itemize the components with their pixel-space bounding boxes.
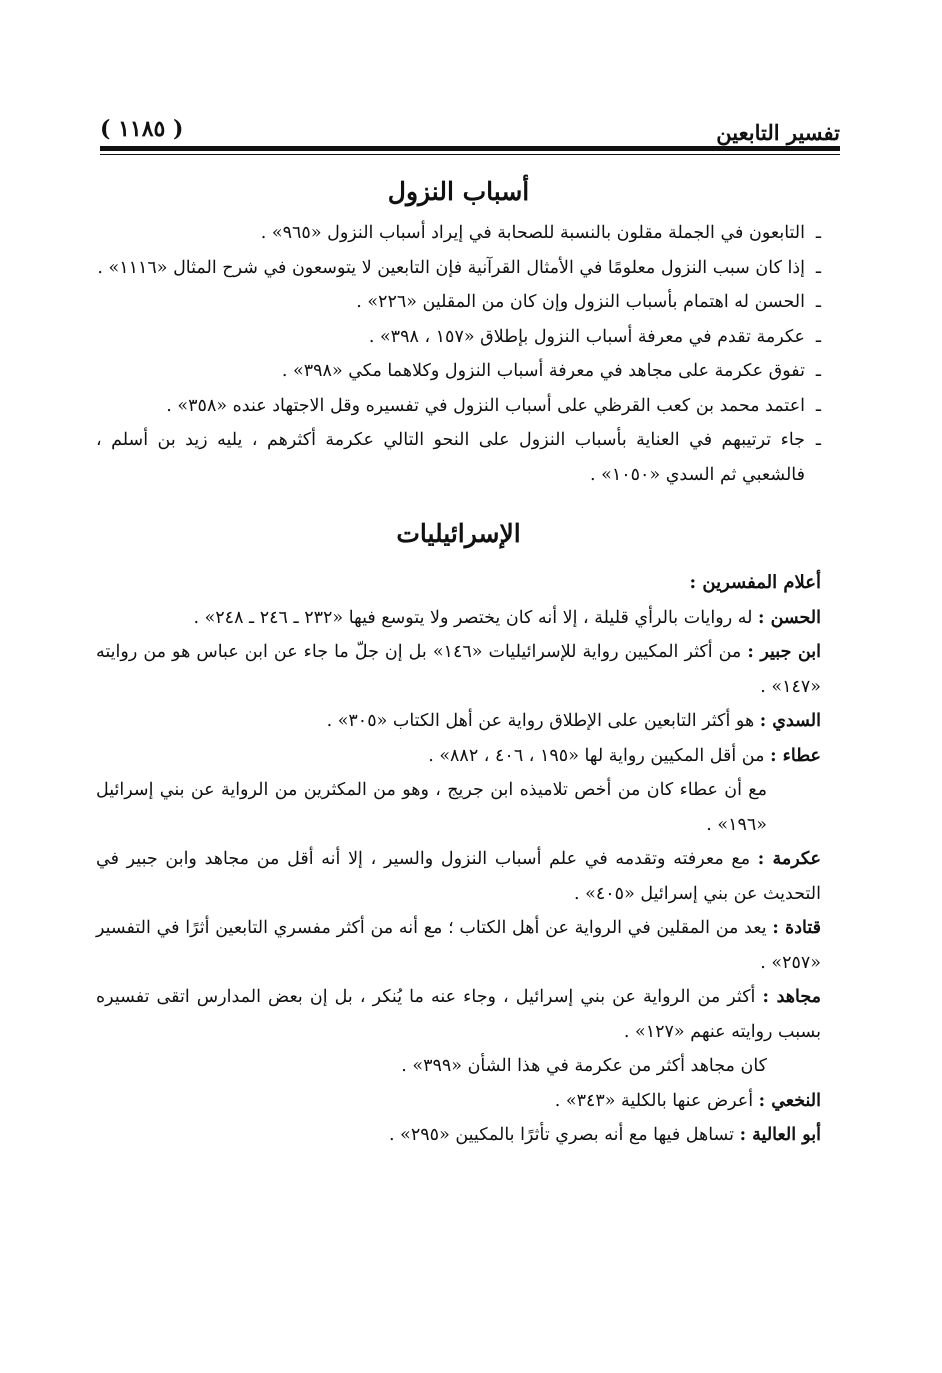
- indented-note: مع أن عطاء كان من أخص تلاميذه ابن جريج ، وهو من المكثرين من الرواية عن بني إسرائيل «١٩٦» .: [96, 780, 767, 835]
- scholar-text: تساهل فيها مع أنه بصري تأثرًا بالمكيين «٢٩٥» .: [389, 1125, 740, 1145]
- scholar-entry: [96, 601, 821, 636]
- scholar-entry: [96, 980, 821, 1049]
- section-title-israiliyyat: الإسرائيليات: [396, 519, 521, 548]
- scholar-entry: [96, 911, 821, 980]
- asbab-list: [96, 216, 821, 492]
- scholar-name: ابن جبير :: [747, 642, 822, 662]
- scholar-text: هو أكثر التابعين على الإطلاق رواية عن أهل الكتاب «٣٠٥» .: [326, 711, 760, 731]
- list-item: ـ إذا كان سبب النزول معلومًا في الأمثال القرآنية فإن التابعين لا يتوسعون في شرح المثال «١١١٦» .: [96, 251, 821, 286]
- running-title: تفسير التابعين: [716, 120, 840, 145]
- scholar-text: من أقل المكيين رواية لها «١٩٥ ، ٤٠٦ ، ٨٨٢» .: [428, 745, 771, 766]
- page-header: [100, 112, 840, 145]
- scholar-entry: [96, 704, 821, 739]
- header-rule-thin: [100, 154, 840, 155]
- scholar-name: عكرمة :: [757, 849, 822, 869]
- scholar-entry: [96, 1118, 821, 1153]
- header-rule-thick: [100, 146, 840, 151]
- list-item: ـ جاء ترتيبهم في العناية بأسباب النزول على النحو التالي عكرمة أكثرهم ، يليه زيد بن أسلم ، فالشعبي ثم السدي «١٠٥٠» .: [96, 423, 821, 492]
- scholar-text: أعرض عنها بالكلية «٣٤٣» .: [554, 1090, 759, 1111]
- scholar-entry: [96, 842, 821, 911]
- scholar-text: مع معرفته وتقدمه في علم أسباب النزول والسير ، إلا أنه أقل من مجاهد وابن جبير في التحديث عن بني إسرائيل «٤٠٥» .: [96, 849, 821, 904]
- scholar-name: أبو العالية :: [739, 1125, 821, 1145]
- list-item: ـ الحسن له اهتمام بأسباب النزول وإن كان من المقلين «٢٢٦» .: [96, 285, 821, 320]
- scholar-entry: [96, 635, 821, 704]
- indented-note: كان مجاهد أكثر من عكرمة في هذا الشأن «٣٩٩» .: [401, 1056, 767, 1076]
- scholar-text: من أكثر المكيين رواية للإسرائيليات «١٤٦» بل إن جلّ ما جاء عن ابن عباس هو من روايته «١٤٧» .: [96, 642, 821, 697]
- scholar-entry: [96, 739, 821, 774]
- scholar-text: له روايات بالرأي قليلة ، إلا أنه كان يختصر ولا يتوسع فيها «٢٣٢ ـ ٢٤٦ ـ ٢٤٨» .: [193, 607, 759, 628]
- scholar-name: عطاء :: [770, 745, 821, 766]
- scholar-name: قتادة :: [772, 918, 821, 938]
- scholar-entry: [96, 1084, 821, 1119]
- scholar-name: مجاهد :: [762, 987, 821, 1007]
- list-item: ـ تفوق عكرمة على مجاهد في معرفة أسباب النزول وكلاهما مكي «٣٩٨» .: [96, 354, 821, 389]
- scholar-name: السدي :: [759, 711, 821, 731]
- section-title-asbab-al-nuzul: أسباب النزول: [387, 177, 530, 206]
- subheading-scholars: أعلام المفسرين :: [689, 572, 821, 593]
- scholar-text: أكثر من الرواية عن بني إسرائيل ، وجاء عنه ما يُنكر ، بل إن بعض المدارس اتقى تفسيره بسبب روايته عنهم «١٢٧» .: [96, 987, 821, 1042]
- list-item: ـ اعتمد محمد بن كعب القرظي على أسباب النزول في تفسيره وقل الاجتهاد عنده «٣٥٨» .: [96, 389, 821, 424]
- list-item: ـ التابعون في الجملة مقلون بالنسبة للصحابة في إيراد أسباب النزول «٩٦٥» .: [96, 216, 821, 251]
- scholar-name: النخعي :: [758, 1090, 821, 1111]
- scholar-name: الحسن :: [758, 607, 821, 628]
- page-body: [96, 168, 821, 1153]
- scholar-text: يعد من المقلين في الرواية عن أهل الكتاب ؛ مع أنه من أكثر مفسري التابعين أثرًا في التفسير «٢٥٧» .: [96, 918, 821, 973]
- page-number: ( ١١٨٥ ): [100, 116, 184, 142]
- list-item: ـ عكرمة تقدم في معرفة أسباب النزول بإطلاق «١٥٧ ، ٣٩٨» .: [96, 320, 821, 355]
